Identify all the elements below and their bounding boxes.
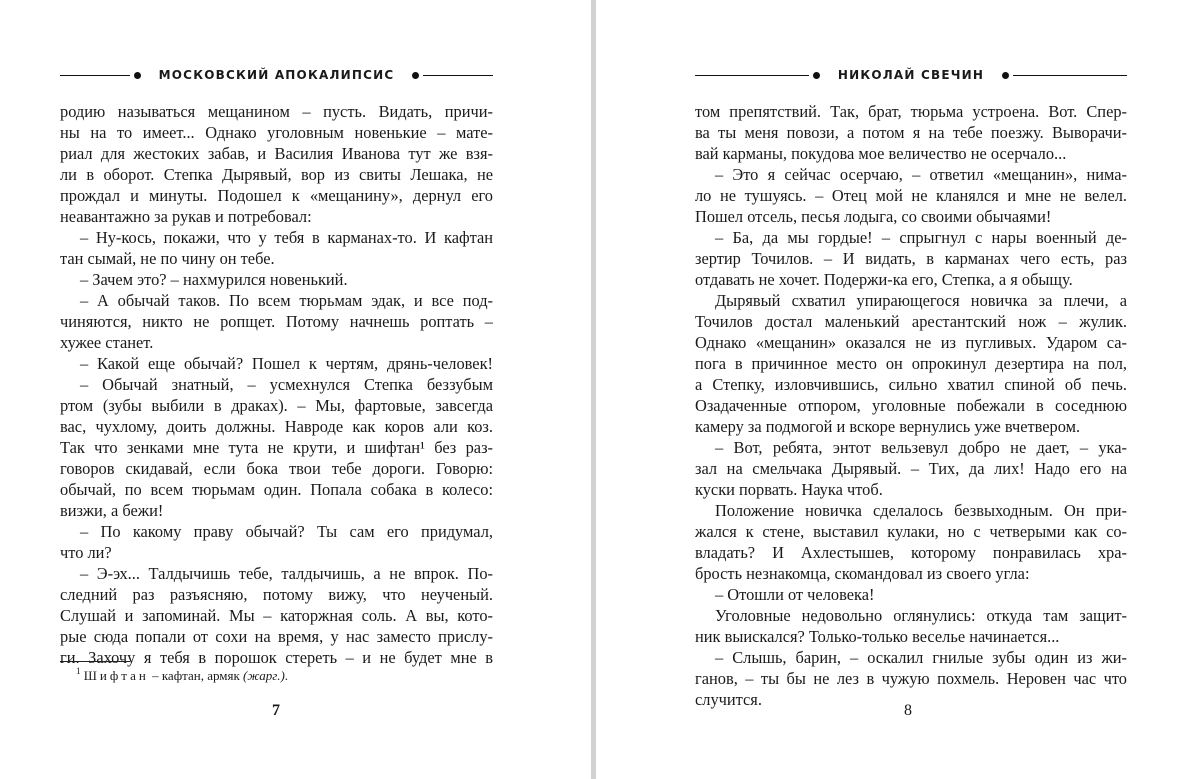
head-rule-left [695, 75, 809, 76]
head-rule-right [423, 75, 493, 76]
text-line: владать? И Ахлестышев, которому понравилась хра- [695, 543, 1127, 562]
text-line: – Слышь, барин, – оскалил гнилые зубы один из жи- [715, 648, 1127, 667]
head-bullet-left [813, 72, 820, 79]
running-head [695, 65, 1127, 85]
footnote-note: (жарг.) [243, 668, 285, 683]
text-line: – Отошли от человека! [715, 585, 875, 604]
text-line: – Это я сейчас осерчаю, – ответил «мещанин», нима- [715, 165, 1127, 184]
text-line: ник выискался? Только-только веселье начинается... [695, 627, 1060, 646]
text-line: Пошел отсель, песья лодыга, со своими обычаями! [695, 207, 1052, 226]
text-line: случится. [695, 690, 762, 709]
running-head-title: МОСКОВСКИЙ АПОКАЛИПСИС [158, 68, 395, 82]
text-line: пога в причинное место он опрокинул дезертира на пол, [695, 354, 1127, 373]
text-line: вай карманы, покудова мое величество не осерчало... [695, 144, 1067, 163]
head-bullet-left [134, 72, 141, 79]
text-line: говоров скидавай, если бока твои тебе дороги. Говорю: [60, 459, 493, 478]
text-line: вас, чухлому, доить должны. Навроде как коров али коз. [60, 417, 493, 436]
text-line: зертир Точилов. – И видать, в карманах чего есть, раз [695, 249, 1127, 268]
text-line: визжи, а бежи! [60, 501, 164, 520]
running-head-title: НИКОЛАЙ СВЕЧИН [837, 68, 985, 82]
text-line: Слушай и запоминай. Мы – каторжная соль. А вы, кото- [60, 606, 493, 625]
left-page [0, 0, 591, 779]
footnote-mark: 1 [76, 666, 81, 676]
text-line: родию называться мещанином – пусть. Видать, причи- [60, 102, 493, 121]
text-line: неавантажно за рукав и потребовал: [60, 207, 312, 226]
footnote-rule [60, 661, 130, 662]
head-rule-left [60, 75, 130, 76]
text-line: куски порвать. Наука чтоб. [695, 480, 883, 499]
text-line: – Обычай знатный, – усмехнулся Степка беззубым [80, 375, 493, 394]
footnote-term: Шифтан [83, 668, 149, 683]
text-line: – Зачем это? – нахмурился новенький. [80, 270, 348, 289]
text-line: жался к стене, выставил кулаки, но с четверыми как со- [695, 522, 1127, 541]
text-line: брость незнакомца, скомандовал из своего угла: [695, 564, 1030, 583]
text-line: – Вот, ребята, энтот вельзевул добро не дает, – ука- [715, 438, 1127, 457]
body-text [60, 101, 493, 668]
text-line: ртом (зубы выбили в драках). – Мы, фартовые, завсегда [60, 396, 493, 415]
text-line: – А обычай таков. По всем тюрьмам эдак, и все под- [80, 291, 493, 310]
text-line: следний раз разъясняю, потому вижу, что неученый. [60, 585, 493, 604]
text-line: – Э-эх... Талдычишь тебе, талдычишь, а не впрок. По- [80, 564, 493, 583]
text-line: Так что зенками мне тута не крути, и шифтан¹ без раз- [60, 438, 493, 457]
text-line: что ли? [60, 543, 112, 562]
text-line: а Степку, изловчившись, сильно хватил спиной об печь. [695, 375, 1127, 394]
text-line: обычай, по всем тюрьмам один. Попала собака в колесо: [60, 480, 493, 499]
page-number: 7 [272, 702, 280, 719]
head-bullet-right [1002, 72, 1009, 79]
text-line: Дырявый схватил упирающегося новичка за плечи, а [715, 291, 1127, 310]
text-line: – Ба, да мы гордые! – спрыгнул с нары военный де- [715, 228, 1127, 247]
text-line: ны на то имеет... Однако уголовным новенькие – мате- [60, 123, 493, 142]
text-line: ва ты меня повози, а потом я на тебе поезжу. Выворачи- [695, 123, 1127, 142]
text-line: Положение новичка сделалось безвыходным. Он при- [715, 501, 1127, 520]
text-line: Однако «мещанин» оказался не из пугливых. Ударом са- [695, 333, 1127, 352]
footnote-end: . [284, 668, 289, 683]
text-line: зал на смельчака Дырявый. – Тих, да лих! Надо его на [695, 459, 1127, 478]
text-line: – По какому праву обычай? Ты сам его придумал, [80, 522, 493, 541]
text-line: ги. Захочу я тебя в порошок стереть – и не будет мне в [60, 648, 493, 667]
text-line: хужее станет. [60, 333, 154, 352]
head-rule-right [1013, 75, 1127, 76]
text-line: прождал и минуты. Подошел к «мещанину», дернул его [60, 186, 493, 205]
right-page [596, 0, 1185, 779]
footnote-definition: – кафтан, армяк [148, 668, 244, 683]
text-line: ганов, – ты бы не лез в чужую похмель. Неровен час что [695, 669, 1127, 688]
text-line: – Ну-кось, покажи, что у тебя в карманах-то. И кафтан [80, 228, 493, 247]
text-line: ли в оборот. Степка Дырявый, вор из свиты Лешака, не [60, 165, 493, 184]
text-line: камеру за подмогой и вскоре вернулись уже вчетвером. [695, 417, 1081, 436]
footnote [76, 668, 288, 684]
body-text [695, 101, 1127, 710]
page-number: 8 [904, 702, 912, 719]
text-line: Озадаченные отпором, уголовные побежали в соседнюю [695, 396, 1127, 415]
text-line: Уголовные недовольно оглянулись: откуда там защит- [715, 606, 1127, 625]
text-line: ло не тушуясь. – Отец мой не кланялся и мне не велел. [695, 186, 1127, 205]
text-line: тан сымай, не по чину он тебе. [60, 249, 275, 268]
text-line: том препятствий. Так, брат, тюрьма устроена. Вот. Спер- [695, 102, 1127, 121]
head-bullet-right [412, 72, 419, 79]
running-head [60, 65, 493, 85]
text-line: отдавать не хочет. Подержи-ка его, Степка, а я обыщу. [695, 270, 1073, 289]
text-line: риал для жестоких забав, и Василия Иванова тут же взя- [60, 144, 493, 163]
text-line: Точилов достал маленький арестантский нож – жулик. [695, 312, 1127, 331]
text-line: – Какой еще обычай? Пошел к чертям, дрянь-человек! [80, 354, 493, 373]
text-line: рые сюда попали от сохи на время, у нас заместо прислу- [60, 627, 493, 646]
text-line: чиняются, никто не ропщет. Потому начнешь роптать – [60, 312, 493, 331]
